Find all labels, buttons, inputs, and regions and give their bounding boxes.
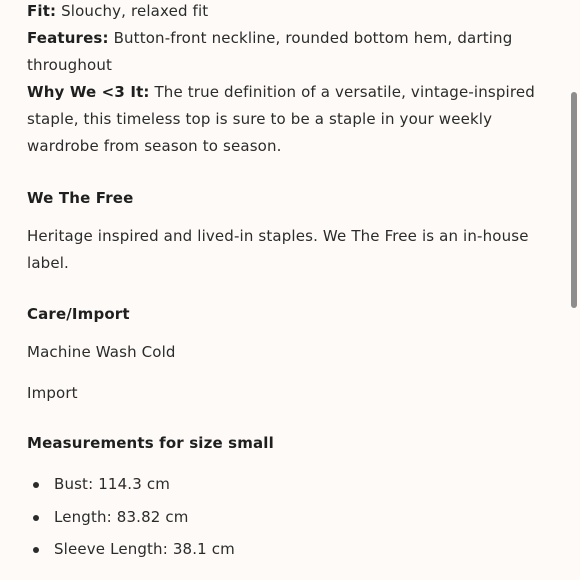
why-we-love-it-label: Why We <3 It: <box>27 83 150 101</box>
why-we-love-it-value: The true definition of a versatile, vintage-inspired staple, this timeless top is sure to be a staple in your weekly wardrobe from season to season. <box>27 83 535 155</box>
measurements-title: Measurements for size small <box>27 434 274 452</box>
bullet-icon <box>33 547 39 553</box>
care-wash-instructions: Machine Wash Cold <box>27 343 176 361</box>
measurement-item-bust <box>27 471 552 498</box>
care-title: Care/Import <box>27 305 130 323</box>
care-origin: Import <box>27 384 78 402</box>
measurement-text: Length: 83.82 cm <box>54 507 189 526</box>
bullet-icon <box>33 482 39 488</box>
measurement-item-length <box>27 504 552 531</box>
fit-label: Fit: <box>27 2 57 20</box>
measurement-item-sleeve-length <box>27 536 552 563</box>
features-line <box>27 25 552 79</box>
bullet-icon <box>33 515 39 521</box>
measurement-text: Bust: 114.3 cm <box>54 475 170 493</box>
product-description <box>27 0 552 569</box>
fit-value: Slouchy, relaxed fit <box>61 2 209 20</box>
brand-description: Heritage inspired and lived-in staples. We The Free is an in-house label. <box>27 227 529 272</box>
measurements-list <box>27 471 552 563</box>
measurement-text: Sleeve Length: 38.1 cm <box>54 540 235 558</box>
vertical-scrollbar[interactable] <box>571 92 577 308</box>
fit-line <box>27 0 552 25</box>
features-label: Features: <box>27 29 109 47</box>
why-we-love-it-line <box>27 79 552 160</box>
brand-title: We The Free <box>27 189 134 207</box>
features-value: Button-front neckline, rounded bottom hem, darting throughout <box>27 29 513 74</box>
